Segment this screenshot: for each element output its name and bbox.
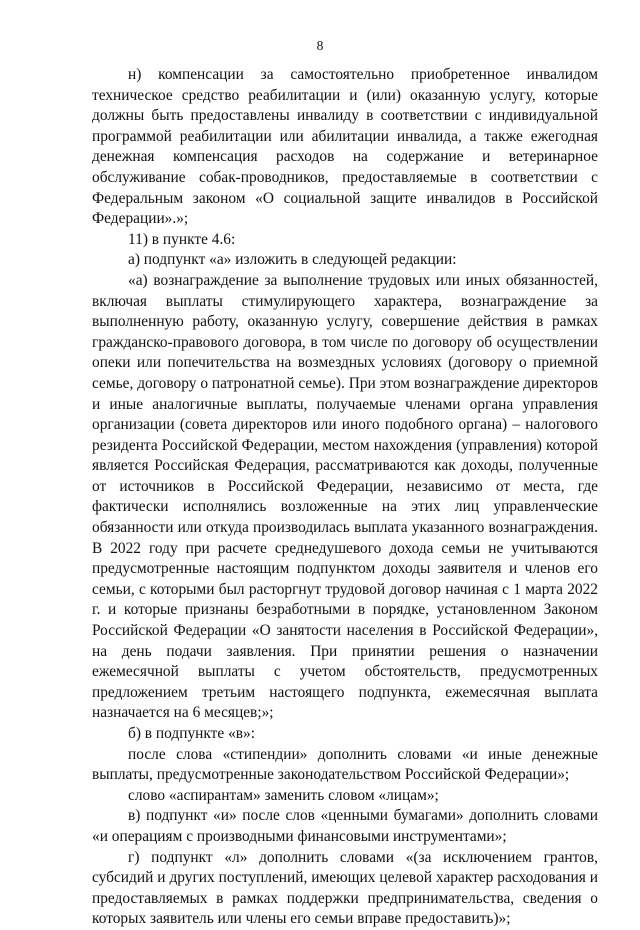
- paragraph-n-compensation: н) компенсации за самостоятельно приобретенное инвалидом техническое средство реабилитации и (или) оказанную услугу, которые должны быть предоставлены инвалиду в соответствии с индивидуальной программой реабилитации или абилитации инвалида, а также ежегодная денежная компенсация расходов на содержание и ветеринарное обслуживание собак-проводников, предоставляемые в соответствии с Федеральным законом «О социальной защите инвалидов в Российской Федерации».»;: [92, 66, 598, 228]
- document-body: [92, 65, 598, 930]
- paragraph-subitem-a-text: «а) вознаграждение за выполнение трудовых или иных обязанностей, включая выплаты стимулирующего характера, вознаграждение за выполненную работу, оказанную услугу, совершение действия в рамках гражданско-правового договора, в том числе по договору об осуществлении опеки или попечительства на возмездных условиях (договору о приемной семье, договору о патронатной семье). При этом вознаграждение директоров и иные аналогичные выплаты, получаемые членами органа управления организации (совета директоров или иного подобного органа) – налогового резидента Российской Федерации, местом нахождения (управления) которой является Российская Федерация, рассматриваются как доходы, полученные от источников в Российской Федерации, независимо от места, где фактически исполнялись возложенные на этих лиц управленческие обязанности или откуда производилась выплата указанного вознаграждения. В 2022 году при расчете среднедушевого дохода семьи не учитываются предусмотренные настоящим подпунктом доходы заявителя и членов его семьи, с которыми был расторгнут трудовой договор начиная с 1 марта 2022 г. и которые признаны безработными в порядке, установленном Законом Российской Федерации «О занятости населения в Российской Федерации», на день подачи заявления. При принятии решения о назначении ежемесячной выплаты с учетом обстоятельств, предусмотренных предложением третьим настоящего подпункта, ежемесячная выплата назначается на 6 месяцев;»;: [92, 271, 598, 722]
- paragraph-subitem-g: г) подпункт «л» дополнить словами «(за исключением грантов, субсидий и других поступлений, имеющих целевой характер расходования и предоставляемых в рамках поддержки предпринимательства, сведения о которых заявитель или члены его семьи вправе предоставить)»;: [92, 848, 598, 928]
- paragraph-subitem-v: в) подпункт «и» после слов «ценными бумагами» дополнить словами «и операциям с производными финансовыми инструментами»;: [92, 807, 598, 845]
- page-number: 8: [316, 38, 324, 53]
- paragraph-subitem-a-header: а) подпункт «а» изложить в следующей редакции:: [128, 251, 457, 269]
- paragraph-subitem-b-header: б) в подпункте «в»:: [128, 725, 256, 742]
- paragraph-stipend-addition: после слова «стипендии» дополнить словами «и иные денежные выплаты, предусмотренные законодательством Российской Федерации»;: [92, 745, 598, 784]
- paragraph-item-11: 11) в пункте 4.6:: [128, 230, 236, 248]
- paragraph-aspirant-replace: слово «аспирантам» заменить словом «лицам»;: [128, 786, 439, 804]
